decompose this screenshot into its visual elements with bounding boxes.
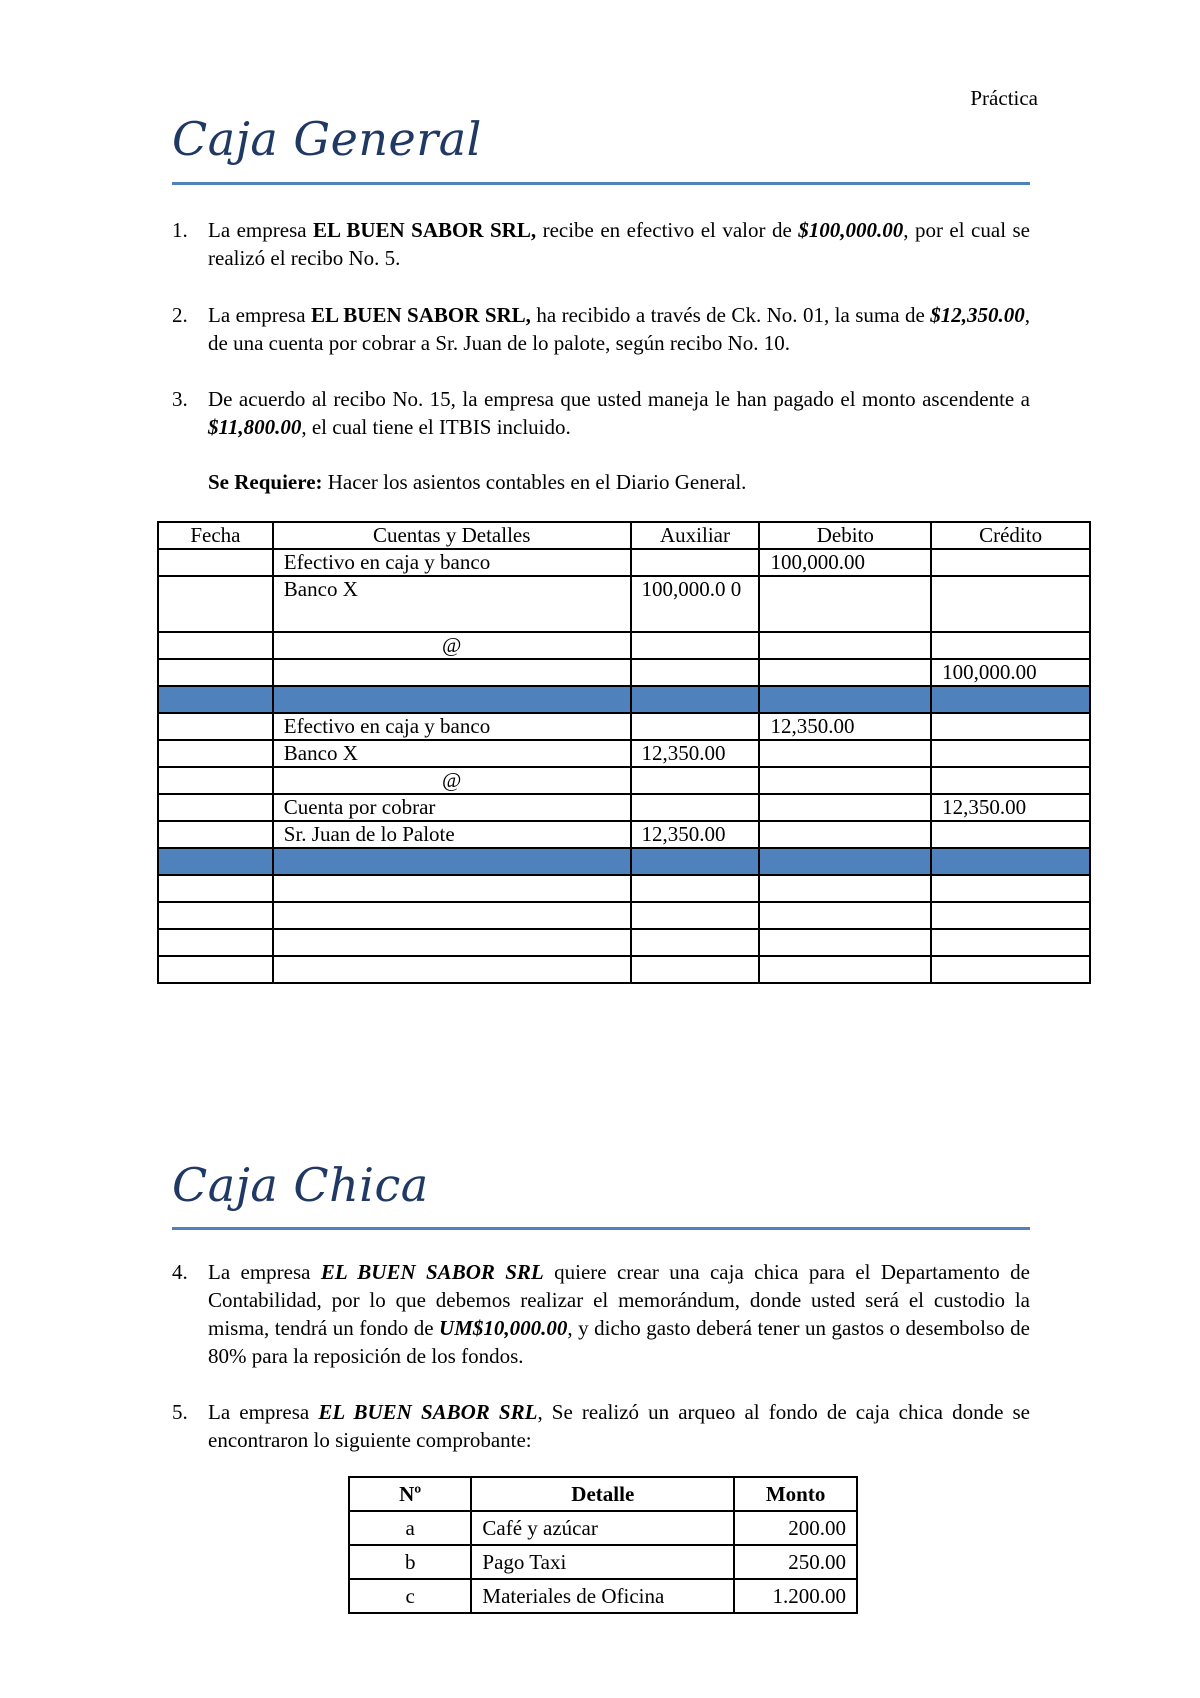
cell-fecha bbox=[158, 549, 273, 576]
cell-detalle: Café y azúcar bbox=[471, 1511, 734, 1545]
title-underline bbox=[172, 1227, 1030, 1230]
journal-row bbox=[158, 902, 1090, 929]
company-name: EL BUEN SABOR SRL bbox=[320, 1260, 544, 1284]
col-header-detalle: Detalle bbox=[471, 1477, 734, 1511]
cell-debito bbox=[759, 686, 931, 713]
cell-credito bbox=[931, 875, 1090, 902]
col-header-debito: Debito bbox=[759, 522, 931, 549]
requirement bbox=[172, 468, 1030, 496]
cell-credito bbox=[931, 686, 1090, 713]
journal-row bbox=[158, 956, 1090, 983]
amount: UM$10,000.00 bbox=[439, 1316, 568, 1340]
journal-row bbox=[158, 686, 1090, 713]
cell-numero: c bbox=[349, 1579, 471, 1613]
cell-credito bbox=[931, 549, 1090, 576]
cell-credito bbox=[931, 902, 1090, 929]
cell-credito bbox=[931, 767, 1090, 794]
cell-cuenta: Sr. Juan de lo Palote bbox=[273, 821, 631, 848]
journal-row bbox=[158, 632, 1090, 659]
cell-credito bbox=[931, 632, 1090, 659]
cell-numero: a bbox=[349, 1511, 471, 1545]
cell-fecha bbox=[158, 902, 273, 929]
requirement-text: Hacer los asientos contables en el Diario General. bbox=[322, 470, 747, 494]
cell-fecha bbox=[158, 767, 273, 794]
cell-fecha bbox=[158, 632, 273, 659]
item-text: La empresa bbox=[208, 1400, 319, 1424]
cell-debito: 100,000.00 bbox=[759, 549, 931, 576]
amount: $100,000.00 bbox=[798, 218, 904, 242]
cell-cuenta: Banco X bbox=[273, 576, 631, 632]
cell-debito: 12,350.00 bbox=[759, 713, 931, 740]
journal-header-row bbox=[158, 522, 1090, 549]
cell-cuenta bbox=[273, 848, 631, 875]
requirement-label: Se Requiere: bbox=[208, 470, 323, 494]
cell-debito bbox=[759, 659, 931, 686]
cell-fecha bbox=[158, 686, 273, 713]
cell-auxiliar bbox=[631, 767, 760, 794]
cell-debito bbox=[759, 576, 931, 632]
exercise-item-2 bbox=[172, 301, 1030, 357]
receipts-table bbox=[348, 1476, 858, 1614]
item-text: , el cual tiene el ITBIS incluido. bbox=[301, 415, 571, 439]
col-header-fecha: Fecha bbox=[158, 522, 273, 549]
cell-detalle: Materiales de Oficina bbox=[471, 1579, 734, 1613]
item-text: , Se realizó un arqueo al fondo de caja chica donde se encontraron lo siguiente comprobante: bbox=[208, 1400, 1030, 1452]
cell-cuenta: Cuenta por cobrar bbox=[273, 794, 631, 821]
item-number: 3. bbox=[172, 387, 188, 411]
company-name: EL BUEN SABOR SRL, bbox=[313, 218, 537, 242]
item-text: La empresa bbox=[208, 218, 314, 242]
header-label: Práctica bbox=[970, 86, 1038, 110]
cell-auxiliar: 12,350.00 bbox=[631, 821, 760, 848]
cell-cuenta: Efectivo en caja y banco bbox=[273, 549, 631, 576]
col-header-auxiliar: Auxiliar bbox=[631, 522, 760, 549]
journal-row bbox=[158, 740, 1090, 767]
cell-monto: 250.00 bbox=[734, 1545, 857, 1579]
cell-auxiliar bbox=[631, 848, 760, 875]
journal-table bbox=[157, 521, 1091, 984]
exercise-item-5 bbox=[172, 1398, 1030, 1454]
item-text: La empresa bbox=[208, 1260, 321, 1284]
title-underline bbox=[172, 182, 1030, 185]
cell-debito bbox=[759, 767, 931, 794]
cell-cuenta bbox=[273, 929, 631, 956]
journal-row bbox=[158, 875, 1090, 902]
cell-auxiliar bbox=[631, 929, 760, 956]
cell-fecha bbox=[158, 794, 273, 821]
cell-fecha bbox=[158, 821, 273, 848]
journal-row bbox=[158, 767, 1090, 794]
cell-debito bbox=[759, 875, 931, 902]
cell-cuenta bbox=[273, 875, 631, 902]
cell-fecha bbox=[158, 740, 273, 767]
cell-credito bbox=[931, 576, 1090, 632]
cell-credito: 12,350.00 bbox=[931, 794, 1090, 821]
cell-cuenta bbox=[273, 902, 631, 929]
item-text: , de una cuenta por cobrar a Sr. Juan de lo palote, según recibo No. 10. bbox=[208, 303, 1030, 355]
receipt-row bbox=[349, 1545, 857, 1579]
journal-row bbox=[158, 713, 1090, 740]
journal-row bbox=[158, 821, 1090, 848]
cell-fecha bbox=[158, 875, 273, 902]
cell-credito bbox=[931, 929, 1090, 956]
cell-debito bbox=[759, 848, 931, 875]
cell-debito bbox=[759, 794, 931, 821]
item-text: recibe en efectivo el valor de bbox=[536, 218, 799, 242]
cell-cuenta: Banco X bbox=[273, 740, 631, 767]
item-text: De acuerdo al recibo No. 15, la empresa que usted maneja le han pagado el monto ascendente a bbox=[208, 387, 1030, 411]
cell-cuenta: Efectivo en caja y banco bbox=[273, 713, 631, 740]
section-title-caja-general: Caja General bbox=[172, 112, 482, 166]
cell-monto: 200.00 bbox=[734, 1511, 857, 1545]
cell-auxiliar bbox=[631, 794, 760, 821]
journal-row bbox=[158, 576, 1090, 632]
cell-credito bbox=[931, 956, 1090, 983]
cell-credito bbox=[931, 848, 1090, 875]
amount: $12,350.00 bbox=[930, 303, 1025, 327]
receipt-row bbox=[349, 1579, 857, 1613]
cell-debito bbox=[759, 902, 931, 929]
cell-cuenta bbox=[273, 686, 631, 713]
cell-cuenta bbox=[273, 956, 631, 983]
journal-row bbox=[158, 549, 1090, 576]
item-text: quiere crear una caja chica para el Departamento de Contabilidad, por lo que debemos realizar el memorándum, donde usted será el custodio la misma, tendrá un fondo de bbox=[208, 1260, 1030, 1340]
cell-auxiliar bbox=[631, 686, 760, 713]
cell-credito bbox=[931, 821, 1090, 848]
cell-auxiliar bbox=[631, 659, 760, 686]
exercise-item-1 bbox=[172, 216, 1030, 272]
cell-detalle: Pago Taxi bbox=[471, 1545, 734, 1579]
cell-auxiliar bbox=[631, 875, 760, 902]
cell-credito: 100,000.00 bbox=[931, 659, 1090, 686]
item-number: 2. bbox=[172, 303, 188, 327]
cell-cuenta: @ bbox=[273, 767, 631, 794]
item-number: 1. bbox=[172, 218, 188, 242]
cell-credito bbox=[931, 713, 1090, 740]
col-header-credito: Crédito bbox=[931, 522, 1090, 549]
cell-auxiliar: 100,000.0 0 bbox=[631, 576, 760, 632]
amount: $11,800.00 bbox=[208, 415, 302, 439]
cell-debito bbox=[759, 956, 931, 983]
cell-debito bbox=[759, 740, 931, 767]
exercise-item-3 bbox=[172, 385, 1030, 441]
item-text: , y dicho gasto deberá tener un gastos o desembolso de 80% para la reposición de los fondos. bbox=[208, 1316, 1030, 1368]
cell-cuenta bbox=[273, 659, 631, 686]
cell-monto: 1.200.00 bbox=[734, 1579, 857, 1613]
cell-debito bbox=[759, 821, 931, 848]
cell-debito bbox=[759, 632, 931, 659]
cell-cuenta: @ bbox=[273, 632, 631, 659]
journal-row bbox=[158, 659, 1090, 686]
item-number: 4. bbox=[172, 1260, 188, 1284]
cell-auxiliar bbox=[631, 549, 760, 576]
cell-auxiliar bbox=[631, 713, 760, 740]
journal-row bbox=[158, 794, 1090, 821]
cell-fecha bbox=[158, 659, 273, 686]
receipts-header-row bbox=[349, 1477, 857, 1511]
cell-fecha bbox=[158, 956, 273, 983]
cell-fecha bbox=[158, 848, 273, 875]
col-header-monto: Monto bbox=[734, 1477, 857, 1511]
item-text: La empresa bbox=[208, 303, 311, 327]
cell-auxiliar: 12,350.00 bbox=[631, 740, 760, 767]
cell-numero: b bbox=[349, 1545, 471, 1579]
cell-credito bbox=[931, 740, 1090, 767]
item-text: , por el cual se realizó el recibo No. 5. bbox=[208, 218, 1030, 270]
item-text: ha recibido a través de Ck. No. 01, la suma de bbox=[530, 303, 931, 327]
col-header-cuentas: Cuentas y Detalles bbox=[273, 522, 631, 549]
cell-fecha bbox=[158, 929, 273, 956]
exercise-item-4 bbox=[172, 1258, 1030, 1370]
cell-auxiliar bbox=[631, 902, 760, 929]
journal-row bbox=[158, 929, 1090, 956]
journal-row bbox=[158, 848, 1090, 875]
col-header-numero: Nº bbox=[349, 1477, 471, 1511]
cell-auxiliar bbox=[631, 632, 760, 659]
cell-fecha bbox=[158, 576, 273, 632]
cell-fecha bbox=[158, 713, 273, 740]
receipt-row bbox=[349, 1511, 857, 1545]
company-name: EL BUEN SABOR SRL, bbox=[310, 303, 531, 327]
cell-debito bbox=[759, 929, 931, 956]
section-title-caja-chica: Caja Chica bbox=[172, 1158, 429, 1212]
company-name: EL BUEN SABOR SRL bbox=[318, 1400, 538, 1424]
item-number: 5. bbox=[172, 1400, 188, 1424]
cell-auxiliar bbox=[631, 956, 760, 983]
